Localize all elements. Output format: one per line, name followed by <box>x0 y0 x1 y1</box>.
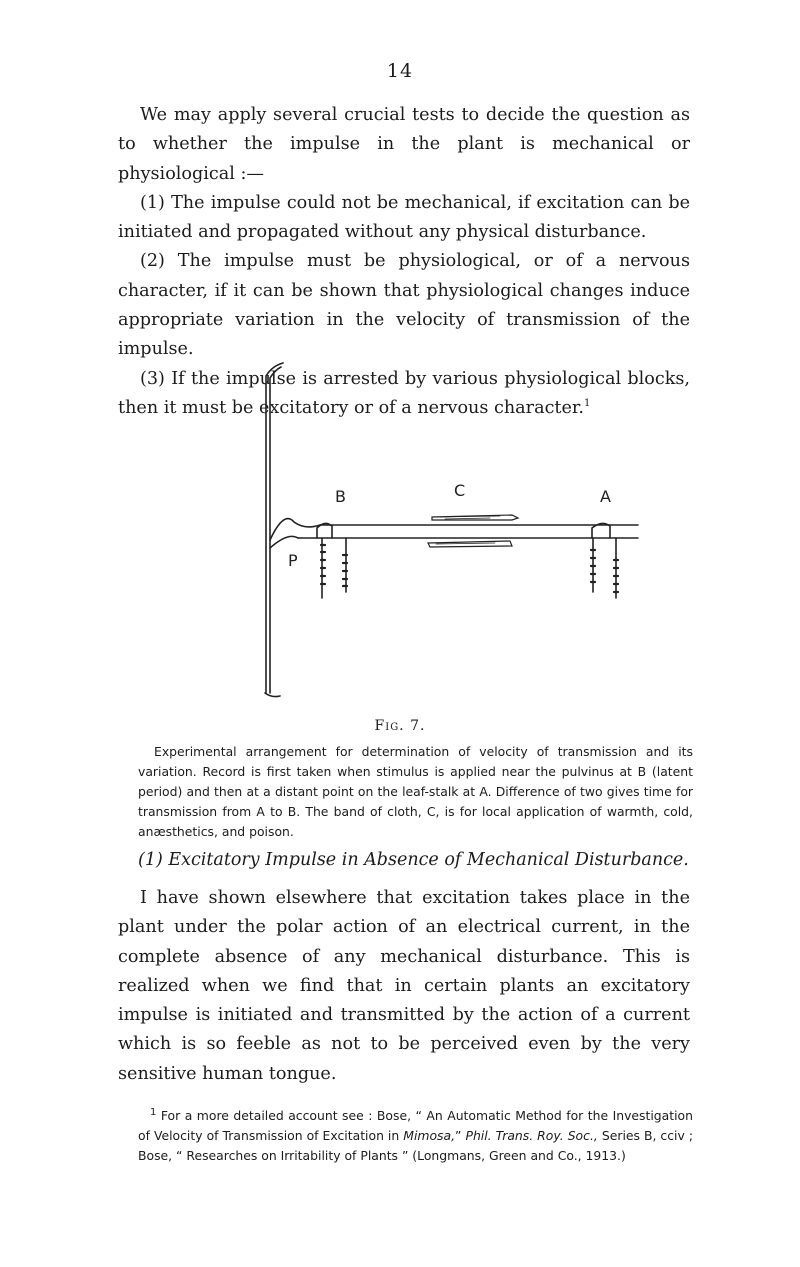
figure-label: Fig. 7. <box>374 718 426 734</box>
footnote-reference: 1 <box>583 398 591 410</box>
label-b: B <box>335 487 346 506</box>
caption-text: Experimental arrangement for determination of velocity of transmission and its variation. Record is first taken when stimulus is applied near the pulvinus at B (latent period) and then at a distant point on the leaf-stalk at A. Difference of two gives time for transmission from A to B. The band of cloth, C, is for local application of warmth, cold, anæsthetics, and poison. <box>138 744 693 839</box>
intro-paragraph: We may apply several crucial tests to decide the question as to whether the impulse in the plant is mechanical or physiological :— <box>118 105 690 184</box>
section-paragraph: I have shown elsewhere that excitation takes place in the plant under the polar action of an electrical current, in the complete absence of any mechanical disturbance. This is realized when we find that in certain plants an excitatory impulse is initiated and transmitted by the action of a current which is so feeble as not to be perceived even by the very sensitive human tongue. <box>118 888 690 1084</box>
plant-stem <box>266 363 283 693</box>
page-number: 14 <box>386 60 414 82</box>
footnote <box>138 1106 693 1166</box>
label-a: A <box>600 487 611 506</box>
test-1-paragraph: (1) The impulse could not be mechanical, if excitation can be initiated and propagated without any physical disturbance. <box>118 192 690 243</box>
footnote-journal: Phil. Trans. Roy. Soc., <box>465 1128 598 1143</box>
test-2-paragraph: (2) The impulse must be physiological, or of a nervous character, if it can be shown that physiological changes induce appropriate variation in the velocity of transmission of the impulse. <box>118 251 690 360</box>
footnote-part-1: For a more detailed account see : Bose, “ An Automatic Method for the Investigation of Velocity of Transmission of Excitation in <box>138 1108 693 1143</box>
footnote-marker: 1 <box>150 1106 157 1118</box>
footnote-text <box>138 1106 693 1166</box>
stem-foot <box>265 693 280 697</box>
section-heading: (1) Excitatory Impulse in Absence of Mechanical Disturbance. <box>138 850 689 870</box>
footnote-mimosa: Mimosa, <box>403 1128 456 1143</box>
test-3-text: (3) If the impulse is arrested by various physiological blocks, then it must be excitatory or of a nervous character. <box>118 368 690 418</box>
footnote-part-2: ” <box>455 1128 466 1143</box>
label-p: P <box>288 551 298 570</box>
figure-caption <box>138 742 693 842</box>
footnote-part-3: Series B, cciv ; Bose, “ Researches on Irritability of Plants ” (Longmans, Green and Co., 1913.) <box>138 1128 694 1163</box>
section-body <box>118 884 690 1089</box>
figure-7-apparatus <box>250 360 660 715</box>
label-c: C <box>454 481 466 500</box>
